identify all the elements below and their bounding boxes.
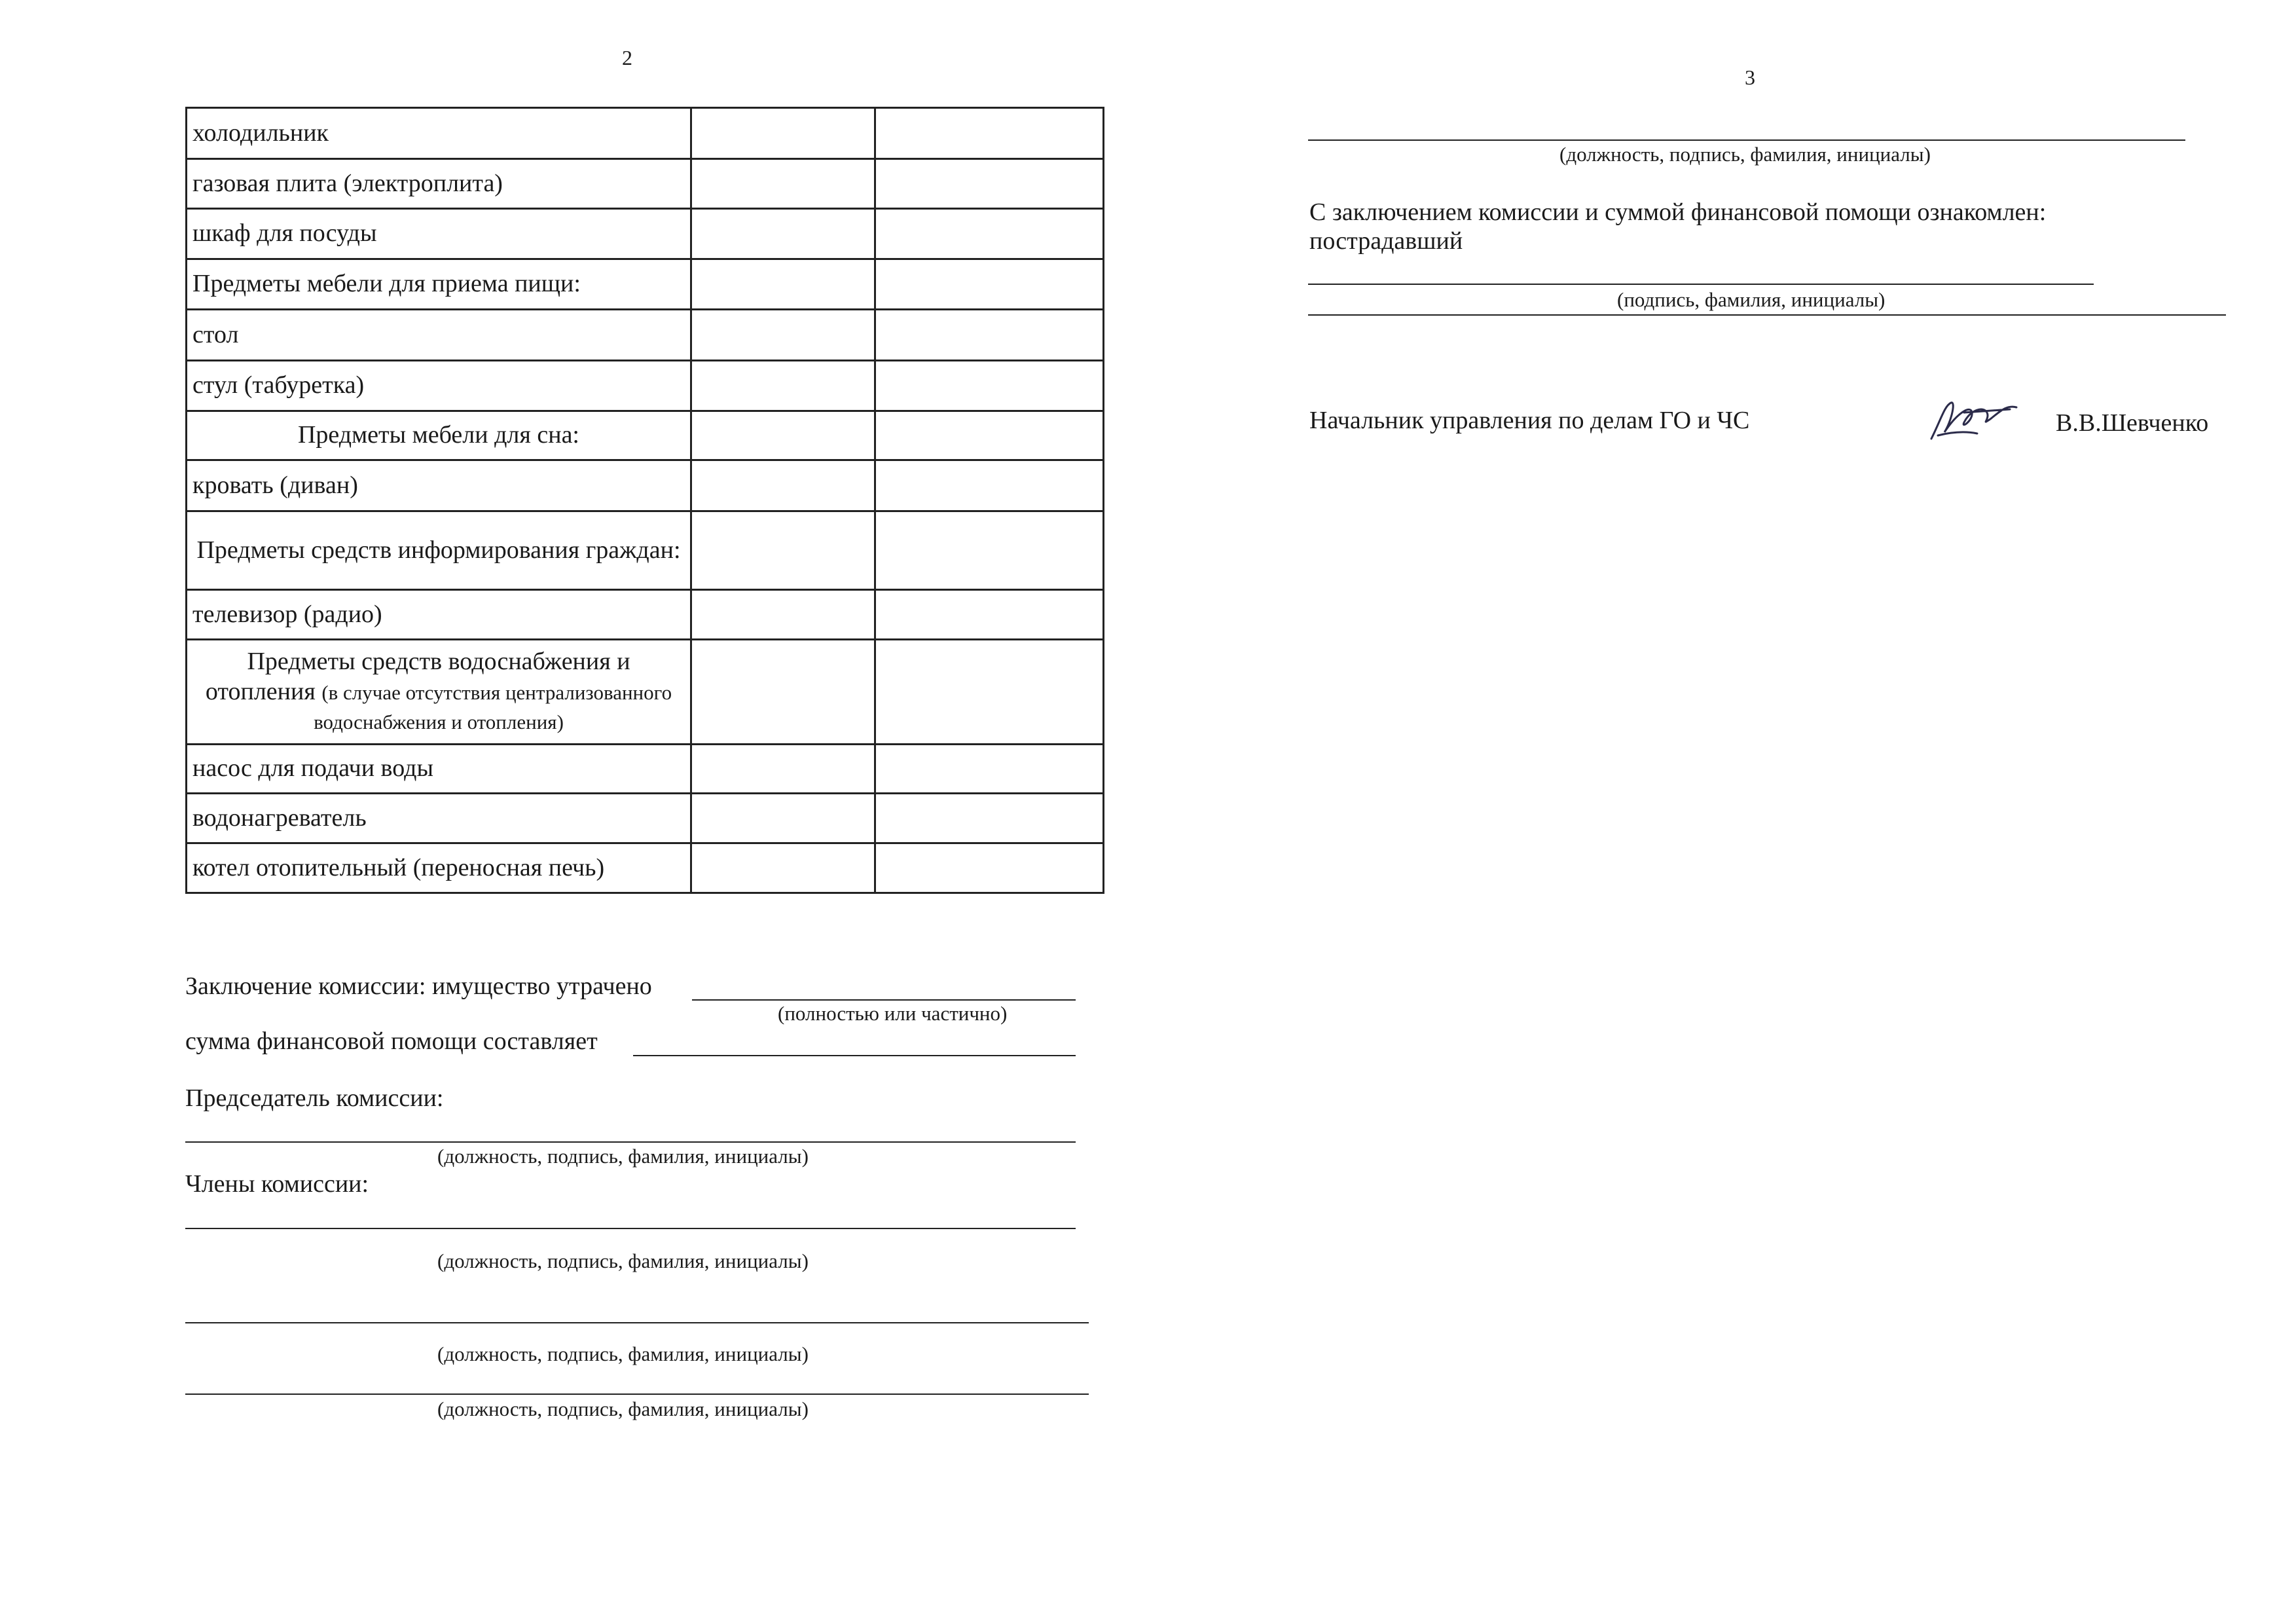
member-signature-line-3[interactable]	[185, 1393, 1089, 1395]
table-row	[187, 411, 1104, 460]
victim-underline	[1308, 314, 2226, 316]
chairman-label: Председатель комиссии:	[185, 1084, 444, 1112]
head-name: В.В.Шевченко	[2056, 409, 2209, 437]
item-name-cell	[187, 259, 691, 310]
value-cell-2[interactable]	[875, 361, 1104, 411]
item-name-cell	[187, 460, 691, 511]
value-cell-2[interactable]	[875, 794, 1104, 843]
conclusion-field[interactable]	[692, 999, 1076, 1001]
chairman-signature-caption: (должность, подпись, фамилия, инициалы)	[437, 1145, 809, 1168]
value-cell-1[interactable]	[691, 209, 875, 259]
acquainted-text: С заключением комиссии и суммой финансовой помощи ознакомлен:	[1309, 198, 2047, 226]
item-label: телевизор (радио)	[192, 600, 382, 628]
table-row	[187, 843, 1104, 893]
table-row	[187, 108, 1104, 159]
table-row	[187, 794, 1104, 843]
table-row	[187, 209, 1104, 259]
item-label: Предметы мебели для сна:	[297, 421, 579, 449]
head-signature	[1925, 393, 2023, 445]
value-cell-1[interactable]	[691, 411, 875, 460]
value-cell-2[interactable]	[875, 411, 1104, 460]
value-cell-1[interactable]	[691, 794, 875, 843]
value-cell-2[interactable]	[875, 590, 1104, 640]
item-name-cell	[187, 411, 691, 460]
value-cell-1[interactable]	[691, 640, 875, 745]
victim-label: пострадавший	[1309, 227, 1463, 255]
table-row	[187, 159, 1104, 209]
item-label: Предметы средств водоснабжения и отопления	[205, 648, 630, 705]
table-row	[187, 511, 1104, 590]
victim-signature-caption: (подпись, фамилия, инициалы)	[1617, 288, 1886, 311]
page-number-left: 2	[622, 46, 632, 69]
value-cell-2[interactable]	[875, 640, 1104, 745]
head-title: Начальник управления по делам ГО и ЧС	[1309, 407, 1750, 434]
item-name-cell	[187, 590, 691, 640]
amount-field[interactable]	[633, 1055, 1076, 1056]
value-cell-2[interactable]	[875, 159, 1104, 209]
value-cell-1[interactable]	[691, 460, 875, 511]
value-cell-2[interactable]	[875, 259, 1104, 310]
member-signature-caption-2: (должность, подпись, фамилия, инициалы)	[437, 1342, 809, 1365]
item-label: стул (табуретка)	[192, 371, 365, 399]
official-signature-caption: (должность, подпись, фамилия, инициалы)	[1559, 143, 1931, 166]
item-note: (в случае отсутствия централизованного водоснабжения и отопления)	[314, 680, 672, 734]
members-label: Члены комиссии:	[185, 1170, 369, 1198]
value-cell-2[interactable]	[875, 209, 1104, 259]
item-name-cell	[187, 159, 691, 209]
item-label: Предметы мебели для приема пищи:	[192, 270, 581, 298]
page-number-right: 3	[1745, 65, 1755, 89]
conclusion-caption: (полностью или частично)	[778, 1002, 1008, 1025]
value-cell-2[interactable]	[875, 460, 1104, 511]
item-label: стол	[192, 320, 239, 348]
item-label: холодильник	[192, 119, 329, 147]
value-cell-2[interactable]	[875, 843, 1104, 893]
value-cell-1[interactable]	[691, 108, 875, 159]
victim-signature-line[interactable]	[1308, 284, 2094, 285]
item-name-cell	[187, 108, 691, 159]
value-cell-2[interactable]	[875, 310, 1104, 361]
table-row	[187, 310, 1104, 361]
member-signature-caption-3: (должность, подпись, фамилия, инициалы)	[437, 1397, 809, 1420]
conclusion-label: Заключение комиссии: имущество утрачено	[185, 972, 652, 1000]
item-label: газовая плита (электроплита)	[192, 169, 503, 197]
item-name-cell	[187, 209, 691, 259]
member-signature-caption-1: (должность, подпись, фамилия, инициалы)	[437, 1249, 809, 1272]
member-signature-line-2[interactable]	[185, 1322, 1089, 1323]
value-cell-1[interactable]	[691, 843, 875, 893]
item-label: кровать (диван)	[192, 471, 358, 499]
item-label: водонагреватель	[192, 803, 367, 832]
table-row	[187, 460, 1104, 511]
item-name-cell	[187, 310, 691, 361]
value-cell-1[interactable]	[691, 361, 875, 411]
item-label: котел отопительный (переносная печь)	[192, 853, 605, 881]
official-signature-line[interactable]	[1308, 139, 2185, 141]
table-row	[187, 590, 1104, 640]
table-row	[187, 745, 1104, 794]
item-label: шкаф для посуды	[192, 219, 377, 248]
item-label: насос для подачи воды	[192, 754, 433, 783]
member-signature-line-1[interactable]	[185, 1228, 1076, 1229]
item-name-cell	[187, 745, 691, 794]
item-name-cell	[187, 361, 691, 411]
item-name-cell	[187, 511, 691, 590]
table-row	[187, 640, 1104, 745]
value-cell-2[interactable]	[875, 108, 1104, 159]
amount-label: сумма финансовой помощи составляет	[185, 1027, 598, 1055]
property-table	[185, 107, 1104, 894]
item-name-cell	[187, 640, 691, 745]
value-cell-1[interactable]	[691, 590, 875, 640]
value-cell-1[interactable]	[691, 310, 875, 361]
table-row	[187, 361, 1104, 411]
item-name-cell	[187, 843, 691, 893]
chairman-signature-line[interactable]	[185, 1141, 1076, 1143]
value-cell-1[interactable]	[691, 159, 875, 209]
table-row	[187, 259, 1104, 310]
value-cell-2[interactable]	[875, 511, 1104, 590]
value-cell-1[interactable]	[691, 511, 875, 590]
value-cell-2[interactable]	[875, 745, 1104, 794]
item-name-cell	[187, 794, 691, 843]
value-cell-1[interactable]	[691, 259, 875, 310]
value-cell-1[interactable]	[691, 745, 875, 794]
item-label: Предметы средств информирования граждан:	[196, 536, 681, 564]
